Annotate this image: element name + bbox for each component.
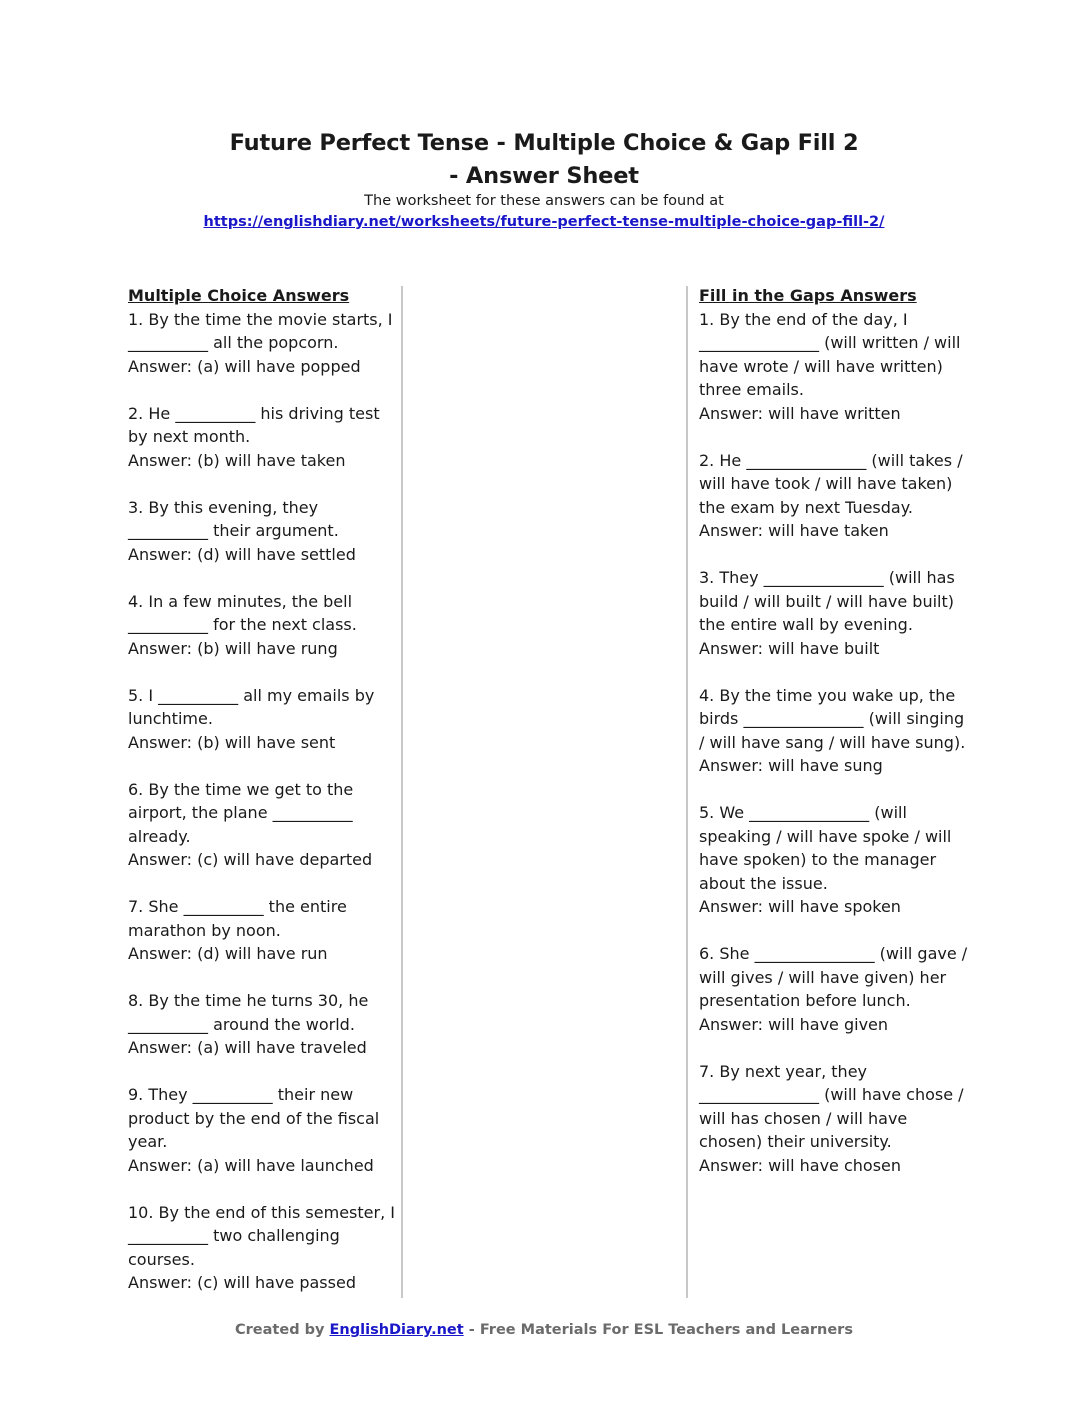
fill-gaps-column xyxy=(699,284,969,1201)
list-item xyxy=(699,308,969,426)
answer-text: Answer: (a) will have traveled xyxy=(128,1038,367,1057)
question-text: 1. By the end of the day, I _______________ (will written / will have wrote / will have written) three emails. xyxy=(699,309,961,399)
question-text: 4. In a few minutes, the bell __________ for the next class. xyxy=(128,591,357,634)
multiple-choice-heading: Multiple Choice Answers xyxy=(128,286,350,305)
answer-text: Answer: will have taken xyxy=(699,521,889,540)
list-item xyxy=(128,989,398,1060)
question-text: 6. By the time we get to the airport, the plane __________ already. xyxy=(128,779,354,846)
list-item xyxy=(128,308,398,379)
worksheet-link[interactable]: https://englishdiary.net/worksheets/future-perfect-tense-multiple-choice-gap-fill-2/ xyxy=(203,214,885,230)
footer-link[interactable]: EnglishDiary.net xyxy=(329,1322,464,1338)
question-text: 1. By the time the movie starts, I __________ all the popcorn. xyxy=(128,309,393,352)
list-item xyxy=(699,449,969,543)
answer-text: Answer: will have written xyxy=(699,403,901,423)
column-divider-right xyxy=(686,286,688,1298)
list-item xyxy=(128,684,398,755)
list-item xyxy=(128,496,398,567)
answer-text: Answer: will have built xyxy=(699,638,880,658)
list-item xyxy=(128,1201,398,1295)
multiple-choice-column xyxy=(128,284,398,1318)
list-item xyxy=(699,684,969,778)
list-item xyxy=(699,801,969,919)
answer-text: Answer: will have spoken xyxy=(699,897,901,916)
answer-text: Answer: (a) will have launched xyxy=(128,1155,374,1175)
column-divider-left xyxy=(401,286,403,1298)
question-text: 7. By next year, they _______________ (will have chose / will has chosen / will have chosen) their university. xyxy=(699,1061,964,1151)
question-text: 9. They __________ their new product by the end of the fiscal year. xyxy=(128,1085,380,1151)
answer-text: Answer: will have chosen xyxy=(699,1155,902,1175)
answer-text: Answer: will have given xyxy=(699,1014,889,1034)
question-text: 8. By the time he turns 30, he __________ around the world. xyxy=(128,991,369,1034)
list-item xyxy=(699,566,969,660)
question-text: 5. We _______________ (will speaking / will have spoke / will have spoken) to the manager about the issue. xyxy=(699,803,952,893)
list-item xyxy=(128,590,398,661)
answer-text: Answer: (c) will have passed xyxy=(128,1273,356,1292)
page-title: Future Perfect Tense - Multiple Choice & Gap Fill 2 xyxy=(229,130,859,156)
list-item xyxy=(128,402,398,473)
question-text: 2. He _______________ (will takes / will have took / will have taken) the exam by next Tuesday. xyxy=(699,450,963,517)
footer-prefix: Created by xyxy=(235,1322,325,1338)
question-text: 3. They _______________ (will has build / will built / will have built) the entire wall by evening. xyxy=(699,568,955,634)
answer-text: Answer: (d) will have settled xyxy=(128,544,356,564)
list-item xyxy=(128,895,398,966)
list-item xyxy=(128,778,398,872)
answer-text: Answer: (d) will have run xyxy=(128,944,328,963)
answer-text: Answer: will have sung xyxy=(699,756,883,775)
question-text: 10. By the end of this semester, I __________ two challenging courses. xyxy=(128,1202,395,1269)
question-text: 4. By the time you wake up, the birds _______________ (will singing / will have sang / will have sung). xyxy=(699,685,966,752)
page-title-continued: - Answer Sheet xyxy=(449,163,639,189)
list-item xyxy=(699,1060,969,1178)
question-text: 7. She __________ the entire marathon by noon. xyxy=(128,897,347,940)
answer-text: Answer: (b) will have sent xyxy=(128,732,336,752)
footer xyxy=(0,1322,1088,1338)
footer-suffix: - Free Materials For ESL Teachers and Learners xyxy=(468,1322,853,1338)
list-item xyxy=(699,942,969,1036)
fill-gaps-heading: Fill in the Gaps Answers xyxy=(699,286,917,305)
answer-text: Answer: (a) will have popped xyxy=(128,356,361,376)
question-text: 5. I __________ all my emails by lunchtime. xyxy=(128,685,375,728)
subtitle: The worksheet for these answers can be found at xyxy=(364,193,724,209)
answer-text: Answer: (b) will have rung xyxy=(128,638,338,658)
answer-text: Answer: (c) will have departed xyxy=(128,850,373,869)
question-text: 2. He __________ his driving test by next month. xyxy=(128,403,380,446)
question-text: 3. By this evening, they __________ their argument. xyxy=(128,497,339,540)
list-item xyxy=(128,1083,398,1177)
answer-text: Answer: (b) will have taken xyxy=(128,450,346,470)
question-text: 6. She _______________ (will gave / will gives / will have given) her presentation before lunch. xyxy=(699,944,968,1010)
